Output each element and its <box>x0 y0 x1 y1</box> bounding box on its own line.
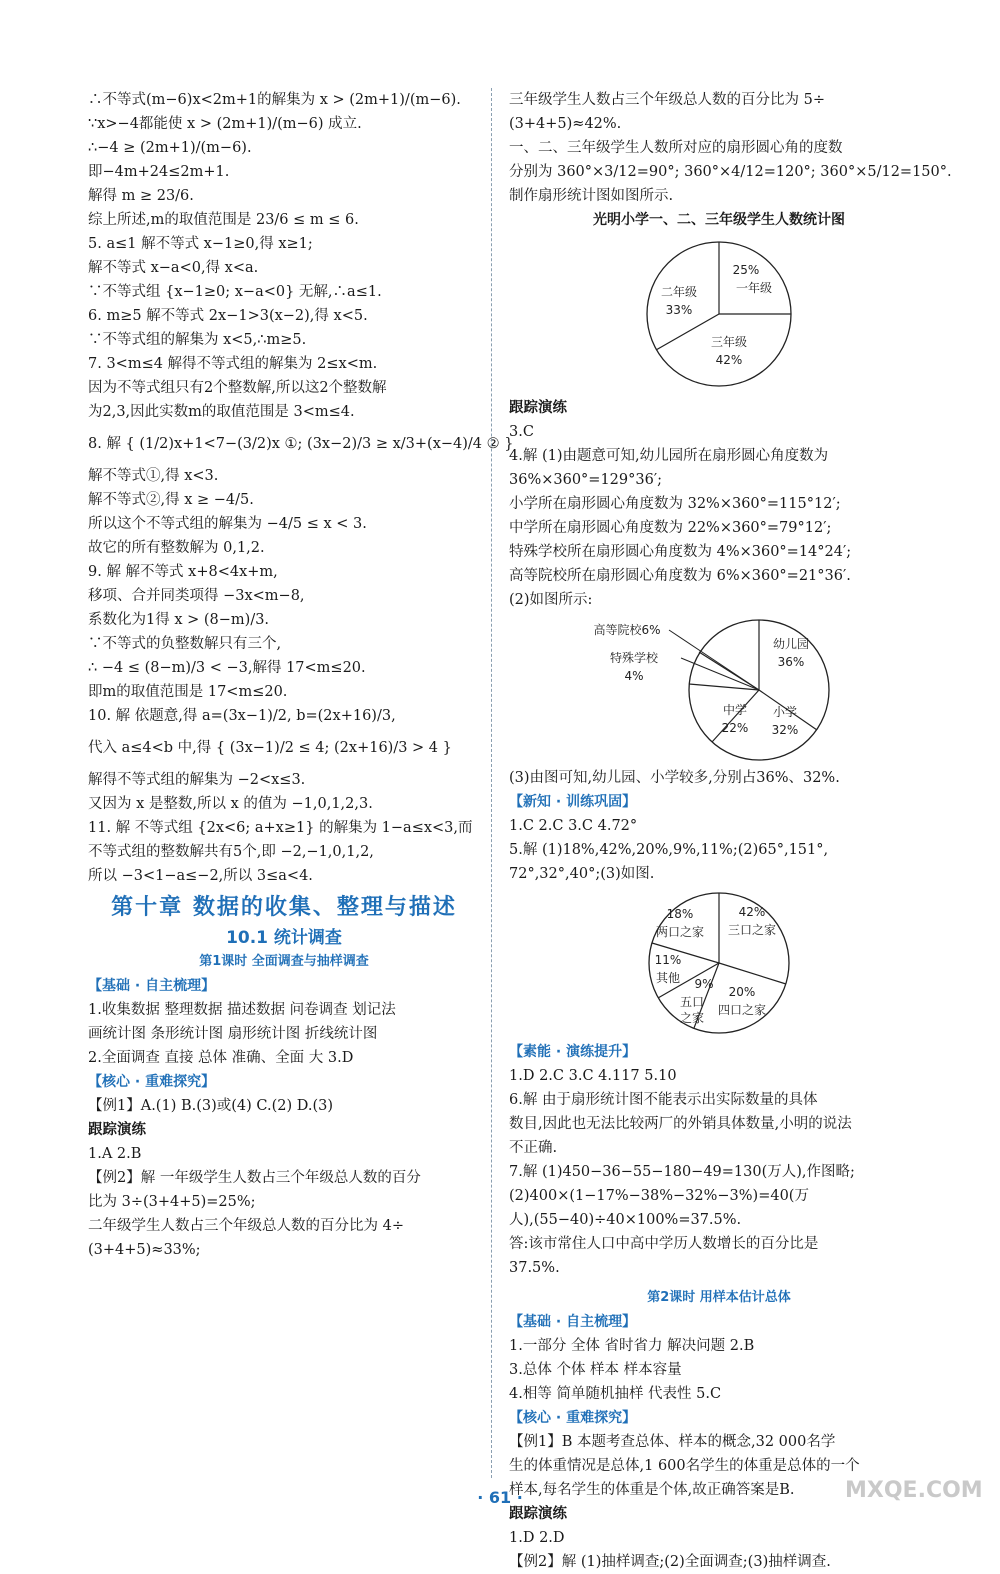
watermark: MXQE.COM <box>845 1478 983 1503</box>
subheading: 跟踪演练 <box>509 1505 567 1522</box>
lesson-title: 第2课时 用样本估计总体 <box>647 1290 791 1305</box>
section-tag: 【基础 · 自主梳理】 <box>509 1314 637 1330</box>
text-line: ∴ −4 ≤ (8−m)/3 < −3,解得 17<m≤20. <box>88 660 366 676</box>
pie-label: 9% <box>694 977 714 991</box>
text-line: 解不等式 x−a<0,得 x<a. <box>88 260 259 276</box>
pie-label: 42% <box>738 905 766 919</box>
section-tag: 【核心 · 重难探究】 <box>509 1410 637 1426</box>
text-line: 【例1】B 本题考查总体、样本的概念,32 000名学 <box>509 1434 836 1450</box>
pie-label: 三年级 <box>710 335 748 349</box>
text-line: 制作扇形统计图如图所示. <box>509 188 674 204</box>
pie-chart-schools <box>569 614 869 764</box>
text-line: 答:该市常住人口中高中学历人数增长的百分比是 <box>509 1236 819 1252</box>
pie-label: 中学 <box>722 703 748 717</box>
text-line: 4.相等 简单随机抽样 代表性 5.C <box>509 1386 722 1402</box>
text-line: 【例2】解 (1)抽样调查;(2)全面调查;(3)抽样调查. <box>509 1554 831 1570</box>
text-line: 高等院校所在扇形圆心角度数为 6%×360°=21°36′. <box>509 568 851 584</box>
pie-label: 高等院校6% <box>593 623 661 637</box>
text-line: 不等式组的整数解共有5个,即 −2,−1,0,1,2, <box>88 844 374 860</box>
text-line: ∵不等式组的解集为 x<5,∴m≥5. <box>88 332 307 348</box>
section-tag: 【基础 · 自主梳理】 <box>88 978 216 994</box>
pie-label: 32% <box>771 723 799 737</box>
text-line: 1.A 2.B <box>88 1146 142 1162</box>
text-line: 6. m≥5 解不等式 2x−1>3(x−2),得 x<5. <box>88 308 368 324</box>
chapter-title: 第十章 数据的收集、整理与描述 <box>111 895 457 920</box>
text-line: 解不等式②,得 x ≥ −4/5. <box>88 492 254 508</box>
text-line: 37.5%. <box>509 1260 560 1276</box>
text-line: 所以 −3<1−a≤−2,所以 3≤a<4. <box>88 868 313 884</box>
pie-label: 三口之家 <box>727 923 777 937</box>
pie-label: 特殊学校 <box>609 651 659 665</box>
text-line: 9. 解 解不等式 x+8<4x+m, <box>88 564 278 580</box>
text-line: 分别为 360°×3/12=90°; 360°×4/12=120°; 360°×5/12=150°. <box>509 164 952 180</box>
text-line: 【例2】解 一年级学生人数占三个年级总人数的百分 <box>88 1170 421 1186</box>
text-line: 【例1】A.(1) B.(3)或(4) C.(2) D.(3) <box>88 1098 333 1114</box>
text-line: 画统计图 条形统计图 扇形统计图 折线统计图 <box>88 1026 378 1042</box>
text-line: 综上所述,m的取值范围是 23/6 ≤ m ≤ 6. <box>88 212 359 228</box>
text-line: 所以这个不等式组的解集为 −4/5 ≤ x < 3. <box>88 516 367 532</box>
text-line: 数目,因此也无法比较两厂的外销具体数量,小明的说法 <box>509 1116 852 1132</box>
text-line: 三年级学生人数占三个年级总人数的百分比为 5÷ <box>509 92 825 108</box>
subheading: 跟踪演练 <box>509 399 567 416</box>
text-line: 解得不等式组的解集为 −2<x≤3. <box>88 772 306 788</box>
section-tag: 【核心 · 重难探究】 <box>88 1074 216 1090</box>
chart-title: 光明小学一、二、三年级学生人数统计图 <box>593 212 845 228</box>
text-line: (2)如图所示: <box>509 592 593 608</box>
pie-label: 五口 <box>679 995 705 1009</box>
text-line: 3.总体 个体 样本 样本容量 <box>509 1362 682 1378</box>
text-line: 一、二、三年级学生人数所对应的扇形圆心角的度数 <box>509 140 843 156</box>
text-line: 人),(55−40)÷40×100%=37.5%. <box>509 1212 742 1228</box>
pie-label: 33% <box>665 303 693 317</box>
text-line: (2)400×(1−17%−38%−32%−3%)=40(万 <box>509 1188 809 1204</box>
text-line: 1.D 2.D <box>509 1530 565 1546</box>
text-line: (3+4+5)≈33%; <box>88 1242 201 1258</box>
pie-chart-households <box>634 888 804 1038</box>
text-line: 即m的取值范围是 17<m≤20. <box>88 684 288 700</box>
text-line: (3)由图可知,幼儿园、小学较多,分别占36%、32%. <box>509 770 840 786</box>
right-column <box>509 88 952 1574</box>
pie-label: 小学 <box>772 705 798 719</box>
text-line: 6.解 由于扇形统计图不能表示出实际数量的具体 <box>509 1092 818 1108</box>
pie-label: 20% <box>728 985 756 999</box>
pie-label: 18% <box>666 907 694 921</box>
text-line: 1.D 2.C 3.C 4.117 5.10 <box>509 1068 677 1084</box>
column-divider <box>491 88 492 1478</box>
pie-label: 其他 <box>655 971 681 985</box>
text-line: 又因为 x 是整数,所以 x 的值为 −1,0,1,2,3. <box>88 796 373 812</box>
text-line: 解得 m ≥ 23/6. <box>88 188 194 204</box>
text-line: 因为不等式组只有2个整数解,所以这2个整数解 <box>88 380 387 396</box>
section-tag: 【新知 · 训练巩固】 <box>509 794 637 810</box>
pie-label: 4% <box>624 669 644 683</box>
text-line: 系数化为1得 x > (8−m)/3. <box>88 612 270 628</box>
pie-label: 11% <box>654 953 682 967</box>
text-line: 故它的所有整数解为 0,1,2. <box>88 540 265 556</box>
pie-label: 四口之家 <box>717 1003 767 1017</box>
text-line: ∵不等式组 {x−1≥0; x−a<0} 无解,∴a≤1. <box>88 284 382 300</box>
text-line: 比为 3÷(3+4+5)=25%; <box>88 1194 256 1210</box>
text-line: 7. 3<m≤4 解得不等式组的解集为 2≤x<m. <box>88 356 378 372</box>
left-column <box>88 88 514 1262</box>
pie-label: 22% <box>721 721 749 735</box>
text-line: ∵x>−4都能使 x > (2m+1)/(m−6) 成立. <box>88 116 362 132</box>
text-line: 7.解 (1)450−36−55−180−49=130(万人),作图略; <box>509 1164 855 1180</box>
text-line: ∵不等式的负整数解只有三个, <box>88 636 282 652</box>
text-line: 8. 解 { (1/2)x+1<7−(3/2)x ①; (3x−2)/3 ≥ x/3+(x−4)/4 ② } <box>88 436 514 452</box>
text-line: 10. 解 依题意,得 a=(3x−1)/2, b=(2x+16)/3, <box>88 708 396 724</box>
pie-label: 25% <box>732 263 760 277</box>
section-tag: 【素能 · 演练提升】 <box>509 1044 637 1060</box>
text-line: 4.解 (1)由题意可知,幼儿园所在扇形圆心角度数为 <box>509 448 829 464</box>
pie-label: 两口之家 <box>655 925 705 939</box>
subheading: 跟踪演练 <box>88 1121 146 1138</box>
text-line: 11. 解 不等式组 {2x<6; a+x≥1} 的解集为 1−a≤x<3,而 <box>88 820 473 836</box>
text-line: 即−4m+24≤2m+1. <box>88 164 230 180</box>
text-line: 移项、合并同类项得 −3x<m−8, <box>88 588 305 604</box>
text-line: 1.C 2.C 3.C 4.72° <box>509 818 638 834</box>
text-line: 2.全面调查 直接 总体 准确、全面 大 3.D <box>88 1050 354 1066</box>
text-line: 5.解 (1)18%,42%,20%,9%,11%;(2)65°,151°, <box>509 842 829 858</box>
text-line: ∴−4 ≥ (2m+1)/(m−6). <box>88 140 252 156</box>
text-line: 1.一部分 全体 省时省力 解决问题 2.B <box>509 1338 755 1354</box>
pie-label: 之家 <box>679 1011 705 1025</box>
text-line: 72°,32°,40°;(3)如图. <box>509 866 655 882</box>
pie-label: 36% <box>777 655 805 669</box>
text-line: 为2,3,因此实数m的取值范围是 3<m≤4. <box>88 404 355 420</box>
text-line: 3.C <box>509 424 534 440</box>
text-line: (3+4+5)≈42%. <box>509 116 622 132</box>
text-line: 5. a≤1 解不等式 x−1≥0,得 x≥1; <box>88 236 313 252</box>
text-line: 生的体重情况是总体,1 600名学生的体重是总体的一个 <box>509 1458 860 1474</box>
text-line: 解不等式①,得 x<3. <box>88 468 219 484</box>
text-line: 特殊学校所在扇形圆心角度数为 4%×360°=14°24′; <box>509 544 852 560</box>
text-line: 1.收集数据 整理数据 描述数据 问卷调查 划记法 <box>88 1002 396 1018</box>
section-title: 10.1 统计调查 <box>226 928 342 948</box>
text-line: 小学所在扇形圆心角度数为 32%×360°=115°12′; <box>509 496 841 512</box>
lesson-title: 第1课时 全面调查与抽样调查 <box>199 954 369 969</box>
pie-label: 二年级 <box>660 285 698 299</box>
text-line: 中学所在扇形圆心角度数为 22%×360°=79°12′; <box>509 520 832 536</box>
pie-label: 一年级 <box>735 281 773 295</box>
text-line: 代入 a≤4<b 中,得 { (3x−1)/2 ≤ 4; (2x+16)/3 > 4 } <box>88 740 452 756</box>
page-number: · 61 · <box>477 1488 523 1507</box>
text-line: ∴不等式(m−6)x<2m+1的解集为 x > (2m+1)/(m−6). <box>88 92 461 108</box>
pie-label: 幼儿园 <box>772 637 810 651</box>
text-line: 36%×360°=129°36′; <box>509 472 663 488</box>
text-line: 二年级学生人数占三个年级总人数的百分比为 4÷ <box>88 1218 404 1234</box>
text-line: 不正确. <box>509 1140 558 1156</box>
pie-label: 42% <box>715 353 743 367</box>
text-line: 样本,每名学生的体重是个体,故正确答案是B. <box>509 1482 795 1498</box>
pie-chart-grades <box>634 234 804 394</box>
